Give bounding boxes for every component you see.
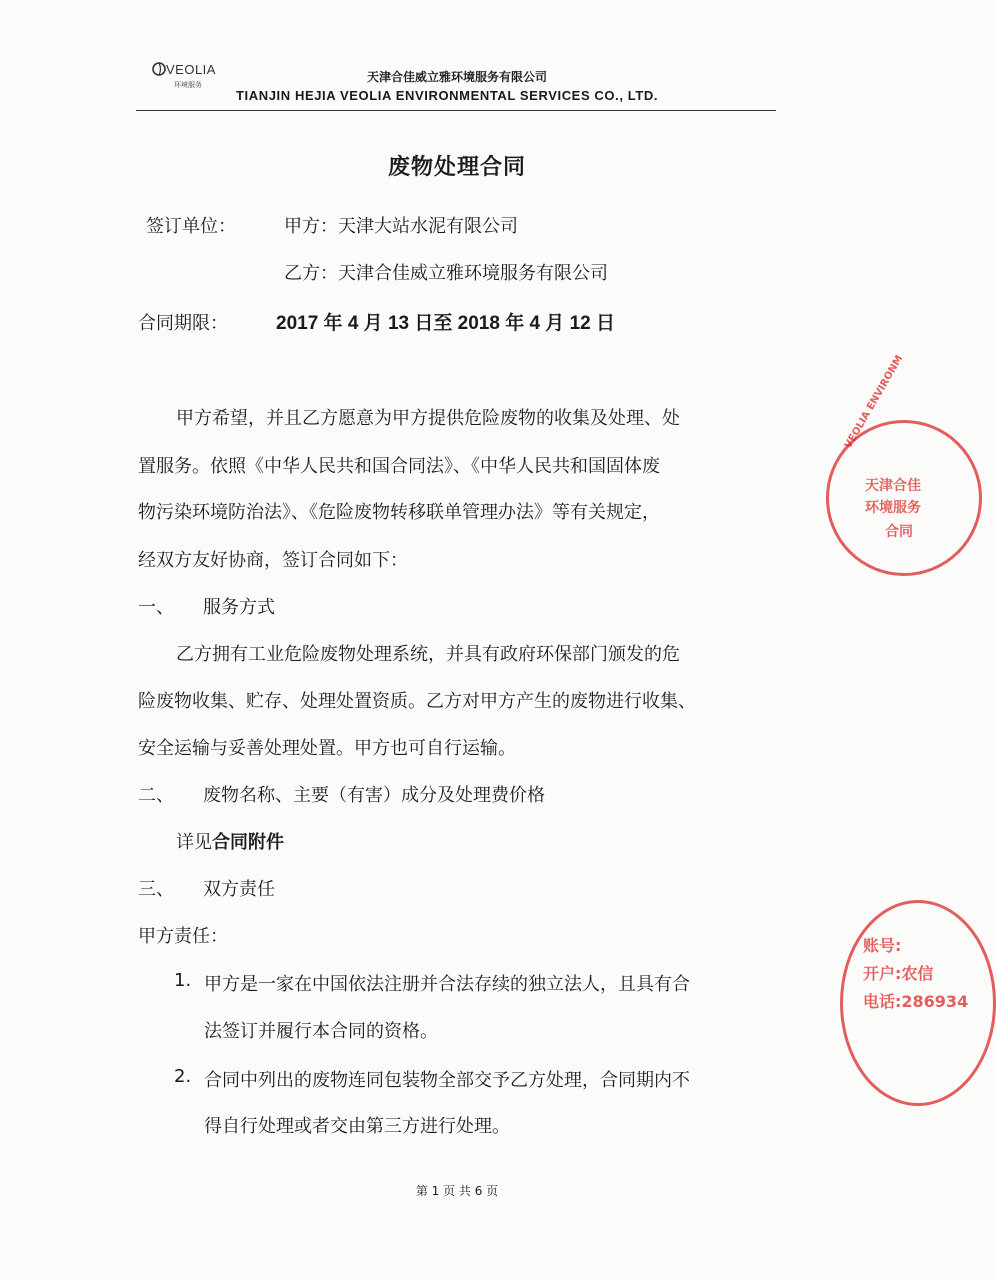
party-b: 乙方：天津合佳威立雅环境服务有限公司 (284, 263, 608, 284)
duty-item-2-line-2: 得自行处理或者交由第三方进行处理。 (204, 1116, 510, 1137)
duty-item-1-line-1: 甲方是一家在中国依法注册并合法存续的独立法人，且具有合 (204, 974, 690, 995)
logo-subtitle: 环境服务 (174, 81, 202, 89)
intro-line-1: 甲方希望，并且乙方愿意为甲方提供危险废物的收集及处理、处 (176, 408, 680, 429)
stamp2-text-1: 账号: (863, 936, 902, 955)
bank-account-stamp (840, 900, 996, 1106)
duty-item-2-number: 2. (174, 1066, 192, 1087)
section1-line-3: 安全运输与妥善处理处置。甲方也可自行运输。 (138, 738, 516, 759)
party-a: 甲方：天津大站水泥有限公司 (284, 216, 518, 237)
company-name-en: TIANJIN HEJIA VEOLIA ENVIRONMENTAL SERVICES CO., LTD. (236, 88, 659, 103)
section2-heading: 废物名称、主要（有害）成分及处理费价格 (203, 785, 545, 806)
header-divider (136, 110, 776, 111)
section2-detail-link: 合同附件 (212, 832, 284, 853)
stamp1-text-3: 环境服务 (865, 500, 921, 516)
section2-detail (176, 828, 284, 854)
intro-line-4: 经双方友好协商，签订合同如下： (138, 550, 408, 571)
section2-detail-prefix: 详见 (176, 832, 212, 853)
section2-number: 二、 (138, 785, 174, 806)
intro-line-2: 置服务。依照《中华人民共和国合同法》、《中华人民共和国固体废 (138, 456, 660, 477)
company-seal-stamp (826, 353, 982, 576)
party-a-duties-heading: 甲方责任： (138, 926, 228, 947)
section1-heading: 服务方式 (203, 597, 275, 618)
duty-item-1-line-2: 法签订并履行本合同的资格。 (204, 1021, 438, 1042)
document-title: 废物处理合同 (387, 155, 526, 180)
intro-line-3: 物污染环境防治法》、《危险废物转移联单管理办法》等有关规定， (138, 502, 660, 523)
logo-wordmark: VEOLIA (166, 62, 216, 77)
section1-line-1: 乙方拥有工业危险废物处理系统，并具有政府环保部门颁发的危 (176, 644, 680, 665)
term-value: 2017 年 4 月 13 日至 2018 年 4 月 12 日 (276, 313, 616, 334)
duty-item-1-number: 1. (174, 970, 192, 991)
company-name-cn: 天津合佳威立雅环境服务有限公司 (366, 70, 547, 84)
section3-heading: 双方责任 (203, 879, 275, 900)
stamp1-text-1: VEOLIA ENVIRONM (843, 353, 906, 451)
stamp1-text-4: 合同 (885, 524, 913, 540)
page-number: 第 1 页 共 6 页 (415, 1184, 499, 1198)
section3-number: 三、 (138, 879, 174, 900)
section1-number: 一、 (138, 597, 174, 618)
stamp2-text-2: 开户:农信 (863, 964, 934, 983)
duty-item-2-line-1: 合同中列出的废物连同包装物全部交予乙方处理，合同期内不 (204, 1070, 690, 1091)
parties-label: 签订单位： (146, 216, 236, 237)
term-label: 合同期限： (138, 313, 228, 334)
stamp2-text-3: 电话:286934 (863, 992, 969, 1011)
stamp1-text-2: 天津合佳 (865, 478, 921, 494)
section1-line-2: 险废物收集、贮存、处理处置资质。乙方对甲方产生的废物进行收集、 (138, 691, 696, 712)
